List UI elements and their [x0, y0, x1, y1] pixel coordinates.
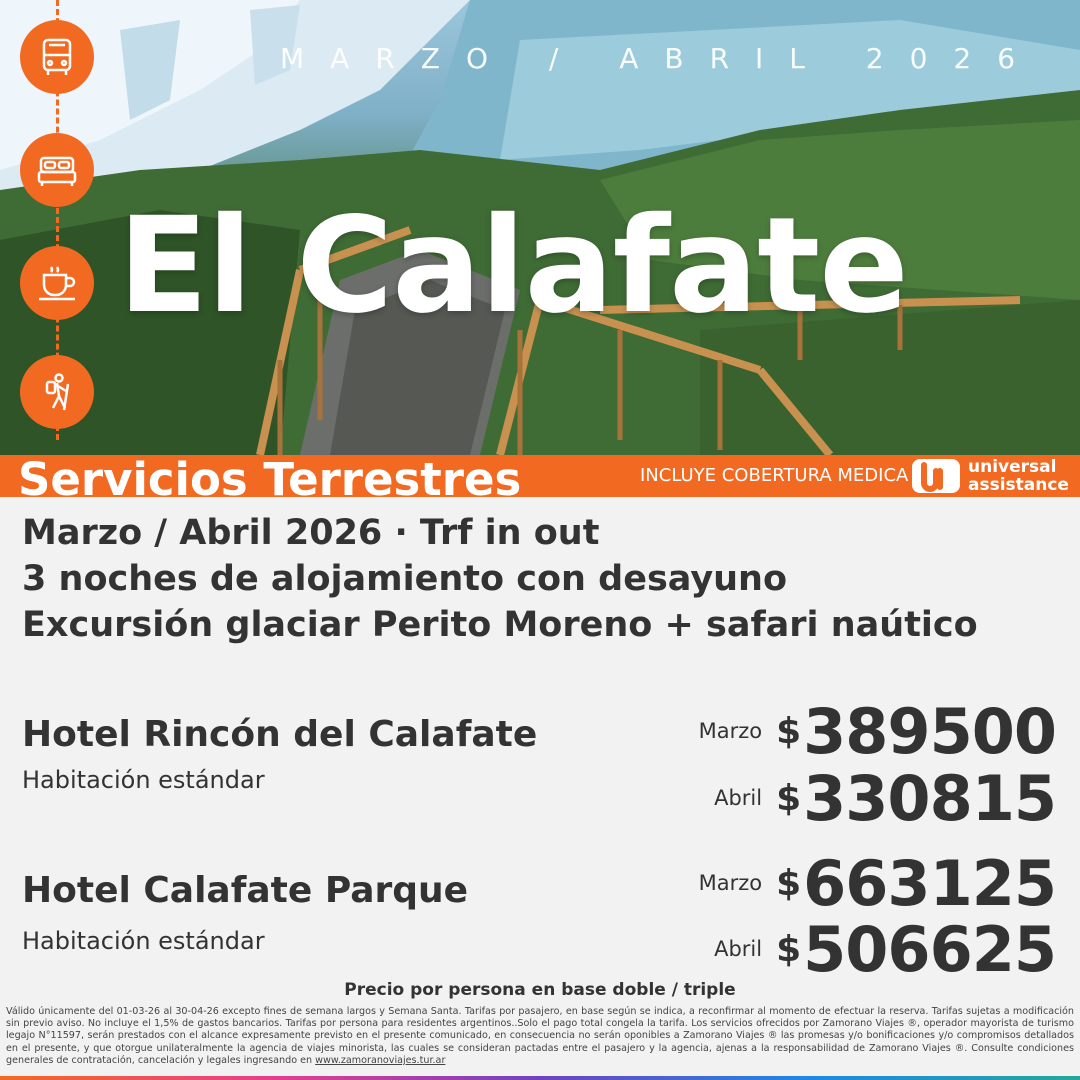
price-row [714, 761, 1056, 835]
price-row [714, 912, 1056, 986]
partner-name-line1: universal [968, 457, 1057, 477]
destination-title: El Calafate [118, 189, 908, 343]
medical-coverage-label: INCLUYE COBERTURA MEDICA [640, 465, 909, 486]
price-row [698, 846, 1056, 920]
bus-icon [20, 20, 94, 94]
price-amount: 663125 [803, 846, 1056, 920]
coffee-cup-icon [20, 246, 94, 320]
universal-assistance-logo [910, 457, 962, 495]
room-type: Habitación estándar [22, 927, 265, 955]
hiker-icon [20, 355, 94, 429]
bed-icon [20, 133, 94, 207]
partner-name-line2: assistance [968, 475, 1069, 495]
price-month: Marzo [698, 871, 763, 895]
legal-disclaimer [6, 1006, 1074, 1067]
price-month: Abril [714, 786, 763, 810]
price-row [698, 694, 1056, 768]
price-basis-note: Precio por persona en base doble / triple [344, 980, 736, 1000]
price-currency: $ [776, 862, 802, 904]
service-line: Marzo / Abril 2026 · Trf in out [22, 513, 600, 553]
price-currency: $ [776, 928, 802, 970]
price-month: Abril [714, 937, 763, 961]
hero-date-caption: MARZO / ABRIL 2026 [280, 42, 1042, 75]
legal-text: Válido únicamente del 01-03-26 al 30-04-26 excepto fines de semana largos y Semana Santa. Tarifas por pasajero, en base según se indica, a reconfirmar al momento de efectuar la reserva. Tarifas sujetas a modificación sin previo aviso. No incluye el 1,5% de gastos bancarios. Tarifas por persona para residentes argentinos..Solo el pago total congela la tarifa. Los servicios ofrecidos por Zamorano Viajes ®, operador mayorista de turismo legajo N°11597, serán prestados con el alcance expresamente previsto en el presente comunicado, en consecuencia no serán oponibles a Zamorano Viajes ® las promesas y/o bonificaciones y/o compromisos detallados en el presente, y que otorgue unilateralmente la agencia de viajes minorista, las cuales se consideran pactadas entre el pasajero y la agencia, ajenas a la responsabilidad de Zamorano Viajes ®. Consulte condiciones generales de contratación, cancelación y legales ingresando en [6, 1006, 1074, 1066]
price-currency: $ [776, 777, 802, 819]
band-title: Servicios Terrestres [18, 455, 522, 497]
hero-photo [0, 0, 1080, 455]
service-line: 3 noches de alojamiento con desayuno [22, 559, 788, 599]
hotel-name: Hotel Calafate Parque [22, 870, 469, 911]
price-amount: 389500 [803, 694, 1056, 768]
price-currency: $ [776, 710, 802, 752]
price-amount: 330815 [803, 761, 1056, 835]
partner-name [968, 458, 1069, 494]
room-type: Habitación estándar [22, 766, 265, 794]
services-band [0, 455, 1080, 497]
website-link[interactable]: www.zamoranoviajes.tur.ar [315, 1054, 446, 1066]
services-list [22, 510, 978, 648]
service-line: Excursión glaciar Perito Moreno + safari naútico [22, 605, 978, 645]
bottom-color-bar [0, 1076, 1080, 1080]
price-amount: 506625 [803, 912, 1056, 986]
price-month: Marzo [698, 719, 763, 743]
hotel-name: Hotel Rincón del Calafate [22, 714, 538, 755]
